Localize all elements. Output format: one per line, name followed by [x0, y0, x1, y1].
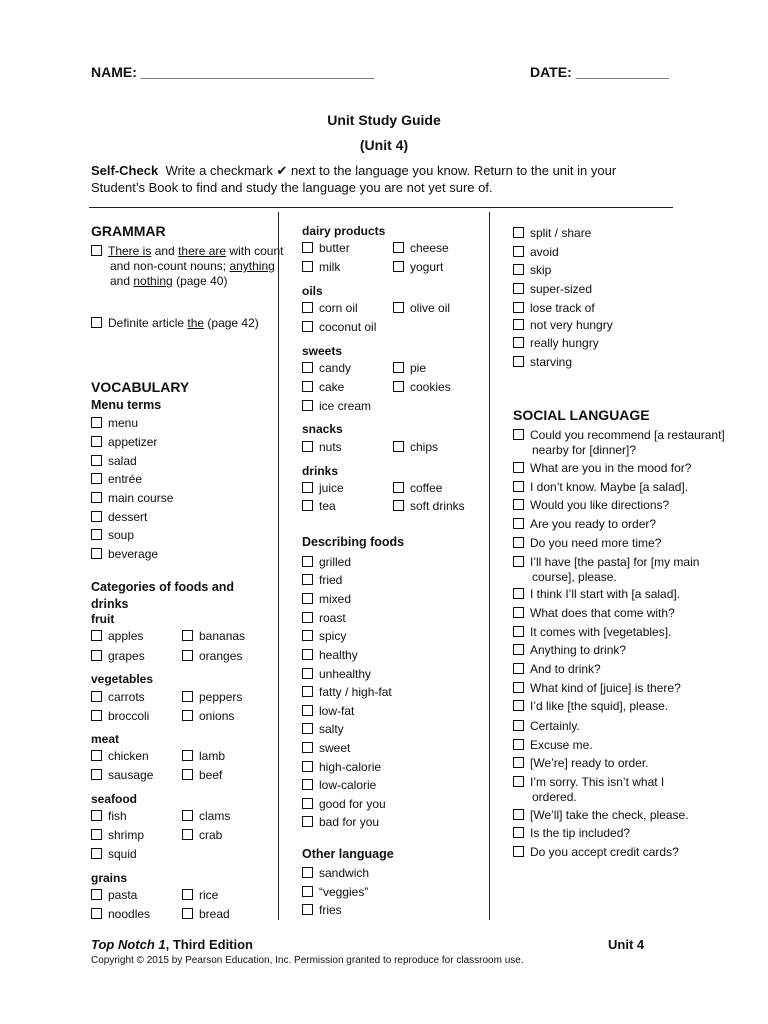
- self-check-instructions: [91, 162, 661, 196]
- vocab-item[interactable]: apples: [91, 629, 143, 644]
- checkbox[interactable]: [302, 242, 313, 253]
- vocab-item[interactable]: high-calorie: [302, 760, 381, 775]
- dairy-heading: dairy products: [302, 224, 386, 238]
- checkbox[interactable]: [513, 720, 524, 731]
- vocab-item[interactable]: lamb: [182, 749, 225, 764]
- book-name: Top Notch 1: [91, 937, 166, 952]
- checkbox[interactable]: [91, 710, 102, 721]
- checkbox[interactable]: [91, 417, 102, 428]
- vocab-item[interactable]: soup: [91, 528, 134, 543]
- checkbox[interactable]: [302, 261, 313, 272]
- checkbox[interactable]: [182, 750, 193, 761]
- vocab-item[interactable]: olive oil: [393, 301, 450, 316]
- social-item[interactable]: What does that come with?: [513, 606, 675, 621]
- social-item[interactable]: Anything to drink?: [513, 643, 626, 658]
- checkbox[interactable]: [302, 867, 313, 878]
- grains-heading: grains: [91, 871, 128, 885]
- book-edition: , Third Edition: [165, 937, 254, 952]
- checkbox[interactable]: [302, 816, 313, 827]
- vocab-item[interactable]: nuts: [302, 440, 342, 455]
- checkbox[interactable]: [513, 846, 524, 857]
- vocab-item[interactable]: pie: [393, 361, 426, 376]
- fruit-heading: fruit: [91, 612, 115, 626]
- vocab-item[interactable]: fatty / high-fat: [302, 685, 392, 700]
- vocab-item[interactable]: unhealthy: [302, 667, 371, 682]
- checkbox[interactable]: [91, 691, 102, 702]
- checkbox[interactable]: [91, 650, 102, 661]
- divider: [89, 207, 673, 208]
- checkbox[interactable]: [302, 593, 313, 604]
- checkbox[interactable]: [91, 908, 102, 919]
- vocab-item[interactable]: cheese: [393, 241, 449, 256]
- vocab-item[interactable]: dessert: [91, 510, 147, 525]
- checkbox[interactable]: [302, 482, 313, 493]
- vocab-item[interactable]: skip: [513, 263, 551, 278]
- vocab-item[interactable]: tea: [302, 499, 336, 514]
- checkbox[interactable]: [393, 381, 404, 392]
- self-check-text: Write a checkmark ✔ next to the language you know. Return to the unit in your Student’s Book to find and study the language you are not yet sure of.: [91, 163, 617, 195]
- vocab-item[interactable]: clams: [182, 809, 230, 824]
- social-item[interactable]: Do you accept credit cards?: [513, 845, 679, 860]
- vocab-item[interactable]: coconut oil: [302, 320, 376, 335]
- vocab-item[interactable]: avoid: [513, 245, 559, 260]
- checkbox[interactable]: [91, 245, 102, 256]
- checkbox[interactable]: [182, 630, 193, 641]
- social-item[interactable]: What are you in the mood for?: [513, 461, 691, 476]
- checkbox[interactable]: [513, 319, 524, 330]
- describing-foods-heading: Describing foods: [302, 535, 405, 549]
- vocab-item[interactable]: mixed: [302, 592, 351, 607]
- checkbox[interactable]: [302, 761, 313, 772]
- vocab-item[interactable]: low-calorie: [302, 778, 376, 793]
- checkbox[interactable]: [302, 686, 313, 697]
- vocab-item[interactable]: candy: [302, 361, 351, 376]
- checkbox[interactable]: [302, 886, 313, 897]
- vocab-item[interactable]: ice cream: [302, 399, 371, 414]
- checkbox[interactable]: [513, 356, 524, 367]
- social-item[interactable]: Excuse me.: [513, 738, 593, 753]
- checkbox[interactable]: [393, 261, 404, 272]
- date-field-label: DATE: ____________: [530, 64, 670, 80]
- vocab-item[interactable]: noodles: [91, 907, 150, 922]
- checkbox[interactable]: [302, 630, 313, 641]
- checkbox[interactable]: [91, 810, 102, 821]
- vocab-item[interactable]: appetizer: [91, 435, 157, 450]
- checkbox[interactable]: [393, 302, 404, 313]
- vocab-item[interactable]: yogurt: [393, 260, 443, 275]
- column-divider: [489, 212, 490, 920]
- page-subtitle: (Unit 4): [359, 137, 409, 153]
- checkbox[interactable]: [91, 848, 102, 859]
- checkbox[interactable]: [91, 473, 102, 484]
- social-item[interactable]: I’ll have [the pasta] for [my main course], please.: [513, 555, 732, 585]
- vocab-item[interactable]: pasta: [91, 888, 137, 903]
- vocab-item[interactable]: onions: [182, 709, 234, 724]
- vocab-item[interactable]: main course: [91, 491, 173, 506]
- vocab-item[interactable]: bananas: [182, 629, 245, 644]
- vocab-item[interactable]: milk: [302, 260, 340, 275]
- unit-label: Unit 4: [608, 937, 645, 952]
- social-item[interactable]: Could you recommend [a restaurant] nearby for [dinner]?: [513, 428, 732, 458]
- checkbox[interactable]: [182, 889, 193, 900]
- social-item[interactable]: Would you like directions?: [513, 498, 669, 513]
- checkbox[interactable]: [513, 700, 524, 711]
- checkbox[interactable]: [91, 511, 102, 522]
- other-language-heading: Other language: [302, 847, 394, 861]
- vocabulary-heading: VOCABULARY: [91, 379, 190, 395]
- checkbox[interactable]: [302, 668, 313, 679]
- checkbox[interactable]: [513, 264, 524, 275]
- checkbox[interactable]: [91, 750, 102, 761]
- checkbox[interactable]: [91, 455, 102, 466]
- checkbox[interactable]: [91, 529, 102, 540]
- checkbox[interactable]: [302, 779, 313, 790]
- social-item[interactable]: It comes with [vegetables].: [513, 625, 671, 640]
- checkbox[interactable]: [302, 612, 313, 623]
- vocab-item[interactable]: coffee: [393, 481, 442, 496]
- vocab-item[interactable]: really hungry: [513, 336, 599, 351]
- checkbox[interactable]: [513, 739, 524, 750]
- vocab-item[interactable]: grapes: [91, 649, 145, 664]
- vocab-item[interactable]: carrots: [91, 690, 145, 705]
- vocab-item[interactable]: entrée: [91, 472, 142, 487]
- name-field-label: NAME: ______________________________: [91, 64, 375, 80]
- vocab-item[interactable]: salty: [302, 722, 344, 737]
- checkbox[interactable]: [302, 742, 313, 753]
- checkbox[interactable]: [302, 400, 313, 411]
- vocab-item[interactable]: beverage: [91, 547, 158, 562]
- checkbox[interactable]: [91, 630, 102, 641]
- checkbox[interactable]: [513, 283, 524, 294]
- vocab-item[interactable]: “veggies”: [302, 885, 368, 900]
- checkbox[interactable]: [513, 246, 524, 257]
- social-language-heading: SOCIAL LANGUAGE: [513, 407, 650, 423]
- checkbox[interactable]: [513, 537, 524, 548]
- vocab-item[interactable]: peppers: [182, 690, 242, 705]
- checkbox[interactable]: [393, 441, 404, 452]
- checkbox[interactable]: [513, 809, 524, 820]
- social-item[interactable]: I’d like [the squid], please.: [513, 699, 668, 714]
- vocab-item[interactable]: salad: [91, 454, 137, 469]
- page-title: Unit Study Guide: [327, 112, 441, 128]
- vocab-item[interactable]: low-fat: [302, 704, 354, 719]
- social-item[interactable]: And to drink?: [513, 662, 601, 677]
- sweets-heading: sweets: [302, 344, 343, 358]
- vocab-item[interactable]: soft drinks: [393, 499, 465, 514]
- vocab-item[interactable]: sweet: [302, 741, 350, 756]
- checkbox[interactable]: [302, 798, 313, 809]
- social-item[interactable]: Certainly.: [513, 719, 580, 734]
- grammar-item-definite-article[interactable]: Definite article the (page 42): [91, 316, 288, 331]
- checkbox[interactable]: [513, 663, 524, 674]
- vocab-item[interactable]: bread: [182, 907, 230, 922]
- checkbox[interactable]: [302, 649, 313, 660]
- social-item[interactable]: [We’re] ready to order.: [513, 756, 649, 771]
- vocab-item[interactable]: juice: [302, 481, 344, 496]
- vocab-item[interactable]: shrimp: [91, 828, 144, 843]
- social-item[interactable]: I don’t know. Maybe [a salad].: [513, 480, 688, 495]
- checkbox[interactable]: [302, 705, 313, 716]
- social-item[interactable]: Are you ready to order?: [513, 517, 656, 532]
- checkbox[interactable]: [302, 381, 313, 392]
- vocab-item[interactable]: sausage: [91, 768, 153, 783]
- checkbox[interactable]: [393, 482, 404, 493]
- vocab-item[interactable]: good for you: [302, 797, 386, 812]
- checkbox[interactable]: [513, 518, 524, 529]
- categories-heading: Categories of foods and drinks: [91, 580, 235, 611]
- checkbox[interactable]: [513, 588, 524, 599]
- vocab-item[interactable]: fries: [302, 903, 342, 918]
- checkbox[interactable]: [182, 908, 193, 919]
- vocab-item[interactable]: broccoli: [91, 709, 149, 724]
- checkbox[interactable]: [182, 650, 193, 661]
- vocab-item[interactable]: split / share: [513, 226, 591, 241]
- checkbox[interactable]: [91, 829, 102, 840]
- checkbox[interactable]: [302, 302, 313, 313]
- copyright-notice: Copyright © 2015 by Pearson Education, Inc. Permission granted to reproduce for classroom use.: [91, 955, 524, 966]
- self-check-label: Self-Check: [91, 163, 159, 178]
- checkbox[interactable]: [513, 462, 524, 473]
- vocab-item[interactable]: menu: [91, 416, 138, 431]
- vocab-item[interactable]: squid: [91, 847, 137, 862]
- book-title: [91, 937, 253, 952]
- checkbox[interactable]: [513, 337, 524, 348]
- vocab-item[interactable]: bad for you: [302, 815, 379, 830]
- vocab-item[interactable]: cake: [302, 380, 344, 395]
- vocab-item[interactable]: cookies: [393, 380, 451, 395]
- checkbox[interactable]: [393, 242, 404, 253]
- vocab-item[interactable]: roast: [302, 611, 346, 626]
- vocab-item[interactable]: fried: [302, 573, 342, 588]
- vocab-item[interactable]: chicken: [91, 749, 149, 764]
- checkbox[interactable]: [182, 691, 193, 702]
- checkbox[interactable]: [182, 829, 193, 840]
- vocab-item[interactable]: corn oil: [302, 301, 358, 316]
- drinks-heading: drinks: [302, 464, 339, 478]
- vocab-item[interactable]: rice: [182, 888, 218, 903]
- vocab-item[interactable]: spicy: [302, 629, 346, 644]
- menu-terms-heading: Menu terms: [91, 398, 162, 412]
- checkbox[interactable]: [513, 499, 524, 510]
- vocab-item[interactable]: beef: [182, 768, 222, 783]
- checkbox[interactable]: [513, 481, 524, 492]
- checkbox[interactable]: [393, 362, 404, 373]
- social-item[interactable]: I’m sorry. This isn’t what I ordered.: [513, 775, 712, 805]
- checkbox[interactable]: [513, 626, 524, 637]
- social-item[interactable]: Is the tip included?: [513, 826, 630, 841]
- checkbox[interactable]: [513, 556, 524, 567]
- social-item[interactable]: [We’ll] take the check, please.: [513, 808, 689, 823]
- checkbox[interactable]: [91, 317, 102, 328]
- checkbox[interactable]: [513, 682, 524, 693]
- social-item[interactable]: What kind of [juice] is there?: [513, 681, 681, 696]
- checkbox[interactable]: [513, 227, 524, 238]
- checkbox[interactable]: [91, 436, 102, 447]
- checkbox[interactable]: [513, 607, 524, 618]
- vocab-item[interactable]: oranges: [182, 649, 242, 664]
- vocab-item[interactable]: sandwich: [302, 866, 369, 881]
- checkbox[interactable]: [513, 302, 524, 313]
- checkbox[interactable]: [91, 548, 102, 559]
- vocab-item[interactable]: lose track of: [513, 301, 595, 316]
- checkbox[interactable]: [302, 904, 313, 915]
- checkbox[interactable]: [513, 827, 524, 838]
- vegetables-heading: vegetables: [91, 672, 154, 686]
- meat-heading: meat: [91, 732, 120, 746]
- snacks-heading: snacks: [302, 422, 343, 436]
- checkbox[interactable]: [182, 710, 193, 721]
- seafood-heading: seafood: [91, 792, 138, 806]
- checkbox[interactable]: [513, 776, 524, 787]
- vocab-item[interactable]: chips: [393, 440, 438, 455]
- grammar-item-there-is[interactable]: There is and there are with count and non-count nouns; anything and nothing (page 40): [91, 244, 288, 289]
- checkbox[interactable]: [91, 492, 102, 503]
- vocab-item[interactable]: starving: [513, 355, 572, 370]
- vocab-item[interactable]: grilled: [302, 555, 351, 570]
- checkbox[interactable]: [513, 757, 524, 768]
- checkbox[interactable]: [302, 574, 313, 585]
- social-item[interactable]: I think I’ll start with [a salad].: [513, 587, 680, 602]
- checkbox[interactable]: [302, 441, 313, 452]
- vocab-item[interactable]: butter: [302, 241, 350, 256]
- oils-heading: oils: [302, 284, 323, 298]
- checkbox[interactable]: [393, 500, 404, 511]
- checkbox[interactable]: [182, 769, 193, 780]
- checkbox[interactable]: [513, 644, 524, 655]
- checkbox[interactable]: [302, 556, 313, 567]
- checkbox[interactable]: [91, 889, 102, 900]
- checkbox[interactable]: [302, 321, 313, 332]
- checkbox[interactable]: [302, 723, 313, 734]
- vocab-item[interactable]: not very hungry: [513, 318, 613, 333]
- vocab-item[interactable]: fish: [91, 809, 127, 824]
- vocab-item[interactable]: super-sized: [513, 282, 592, 297]
- checkbox[interactable]: [302, 500, 313, 511]
- vocab-item[interactable]: crab: [182, 828, 222, 843]
- checkbox[interactable]: [513, 429, 524, 440]
- grammar-heading: GRAMMAR: [91, 223, 166, 239]
- social-item[interactable]: Do you need more time?: [513, 536, 661, 551]
- checkbox[interactable]: [91, 769, 102, 780]
- vocab-item[interactable]: healthy: [302, 648, 358, 663]
- checkbox[interactable]: [182, 810, 193, 821]
- checkbox[interactable]: [302, 362, 313, 373]
